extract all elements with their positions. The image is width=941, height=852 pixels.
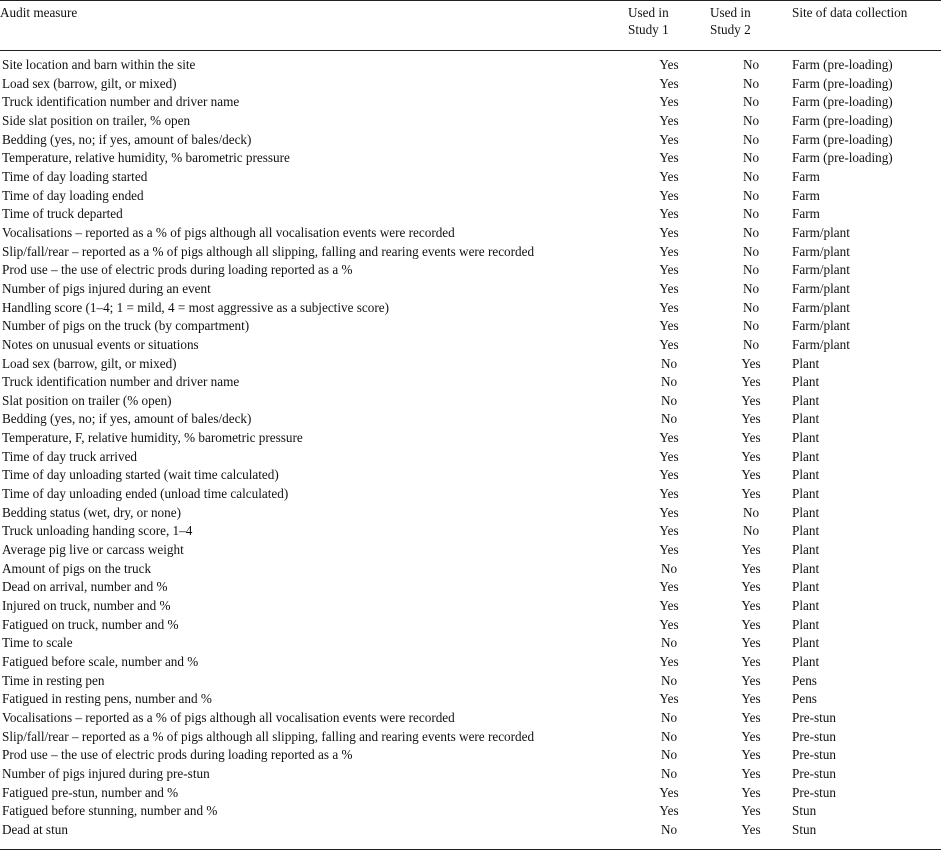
- cell-used-in-study-1: No: [660, 560, 678, 576]
- cell-site: Farm (pre-loading): [792, 112, 893, 128]
- cell-used-in-study-1: No: [660, 672, 678, 688]
- cell-used-in-study-2: No: [742, 75, 760, 91]
- cell-used-in-study-1: Yes: [659, 243, 679, 259]
- cell-site: Plant: [792, 504, 820, 520]
- cell-used-in-study-2: No: [742, 57, 760, 72]
- table-row: [0, 131, 941, 150]
- table-row: [0, 578, 941, 597]
- table-row: [0, 466, 941, 485]
- cell-site: Farm/plant: [792, 280, 850, 296]
- cell-audit-measure: Truck identification number and driver name: [2, 94, 240, 110]
- cell-used-in-study-1: No: [660, 635, 678, 651]
- cell-site: Plant: [792, 654, 820, 669]
- cell-site: Plant: [792, 392, 820, 408]
- cell-used-in-study-1: No: [660, 709, 678, 725]
- cell-audit-measure: Notes on unusual events or situations: [2, 336, 199, 352]
- table-body: [0, 51, 941, 840]
- cell-site: Farm/plant: [792, 299, 850, 315]
- cell-used-in-study-1: Yes: [659, 579, 679, 595]
- table-row: [0, 690, 941, 709]
- cell-site: Plant: [792, 523, 820, 539]
- cell-used-in-study-2: No: [742, 504, 760, 520]
- cell-audit-measure: Truck identification number and driver name: [2, 374, 240, 390]
- cell-audit-measure: Time of day loading ended: [2, 187, 144, 203]
- table-row: [0, 634, 941, 653]
- table-row: [0, 187, 941, 206]
- cell-used-in-study-2: Yes: [741, 430, 761, 446]
- header-study-1: [628, 1, 710, 51]
- cell-used-in-study-1: Yes: [659, 262, 679, 278]
- cell-used-in-study-2: No: [742, 523, 760, 539]
- cell-audit-measure: Site location and barn within the site: [2, 57, 196, 72]
- cell-used-in-study-2: Yes: [741, 672, 761, 688]
- cell-site: Plant: [792, 579, 820, 595]
- cell-used-in-study-1: No: [660, 747, 678, 763]
- table-row: [0, 672, 941, 691]
- table-row: [0, 784, 941, 803]
- cell-used-in-study-1: No: [660, 728, 678, 744]
- cell-audit-measure: Number of pigs injured during pre-stun: [2, 765, 210, 781]
- cell-used-in-study-1: Yes: [659, 336, 679, 352]
- cell-audit-measure: Fatigued on truck, number and %: [2, 616, 179, 632]
- cell-used-in-study-2: Yes: [741, 654, 761, 669]
- cell-site: Farm (pre-loading): [792, 57, 893, 72]
- cell-used-in-study-2: Yes: [741, 486, 761, 502]
- cell-site: Farm/plant: [792, 243, 850, 259]
- cell-used-in-study-2: Yes: [741, 542, 761, 558]
- cell-site: Farm: [792, 187, 820, 203]
- table-header: [0, 1, 941, 51]
- cell-used-in-study-1: Yes: [659, 448, 679, 464]
- table-row: [0, 485, 941, 504]
- cell-audit-measure: Dead on arrival, number and %: [2, 579, 168, 595]
- cell-used-in-study-2: Yes: [741, 467, 761, 483]
- cell-audit-measure: Bedding (yes, no; if yes, amount of bales/deck): [2, 411, 252, 427]
- cell-audit-measure: Amount of pigs on the truck: [2, 560, 152, 576]
- cell-used-in-study-1: Yes: [659, 803, 679, 819]
- cell-used-in-study-2: Yes: [741, 803, 761, 819]
- cell-site: Farm (pre-loading): [792, 131, 893, 147]
- cell-audit-measure: Truck unloading handing score, 1–4: [2, 523, 193, 539]
- cell-used-in-study-2: No: [742, 150, 760, 166]
- cell-used-in-study-2: Yes: [741, 784, 761, 800]
- cell-audit-measure: Time of day unloading ended (unload time calculated): [2, 486, 289, 502]
- cell-audit-measure: Dead at stun: [2, 821, 68, 837]
- cell-audit-measure: Time to scale: [2, 635, 73, 651]
- cell-used-in-study-1: Yes: [659, 75, 679, 91]
- cell-used-in-study-2: No: [742, 299, 760, 315]
- cell-used-in-study-1: No: [660, 821, 678, 837]
- cell-site: Plant: [792, 411, 820, 427]
- cell-used-in-study-2: Yes: [741, 691, 761, 707]
- cell-used-in-study-1: Yes: [659, 504, 679, 520]
- cell-site: Plant: [792, 635, 820, 651]
- table-row: [0, 616, 941, 635]
- cell-used-in-study-1: No: [660, 392, 678, 408]
- cell-audit-measure: Time of day unloading started (wait time calculated): [2, 467, 279, 483]
- table-row: [0, 261, 941, 280]
- table-row: [0, 373, 941, 392]
- cell-audit-measure: Slip/fall/rear – reported as a % of pigs although all slipping, falling and rearing events were recorded: [2, 728, 535, 744]
- table-row: [0, 746, 941, 765]
- cell-used-in-study-1: Yes: [659, 523, 679, 539]
- cell-site: Plant: [792, 374, 820, 390]
- cell-used-in-study-2: Yes: [741, 560, 761, 576]
- cell-used-in-study-2: No: [742, 206, 760, 222]
- cell-used-in-study-2: Yes: [741, 374, 761, 390]
- cell-used-in-study-2: No: [742, 224, 760, 240]
- bottom-rule: [0, 849, 941, 850]
- cell-used-in-study-1: Yes: [659, 131, 679, 147]
- cell-site: Pre-stun: [792, 709, 836, 725]
- cell-used-in-study-1: Yes: [659, 467, 679, 483]
- cell-used-in-study-1: Yes: [659, 112, 679, 128]
- cell-used-in-study-2: Yes: [741, 355, 761, 371]
- cell-used-in-study-2: Yes: [741, 635, 761, 651]
- cell-used-in-study-1: Yes: [659, 94, 679, 110]
- cell-site: Farm/plant: [792, 318, 850, 334]
- cell-used-in-study-2: Yes: [741, 411, 761, 427]
- table-row: [0, 336, 941, 355]
- cell-used-in-study-2: No: [742, 243, 760, 259]
- cell-site: Pens: [792, 691, 817, 707]
- table-row: [0, 224, 941, 243]
- table-row: [0, 168, 941, 187]
- cell-site: Farm (pre-loading): [792, 94, 893, 110]
- cell-used-in-study-1: Yes: [659, 280, 679, 296]
- cell-used-in-study-1: Yes: [659, 616, 679, 632]
- cell-site: Farm: [792, 168, 820, 184]
- table-row: [0, 317, 941, 336]
- cell-used-in-study-1: No: [660, 374, 678, 390]
- table-row: [0, 75, 941, 94]
- cell-used-in-study-1: Yes: [659, 206, 679, 222]
- cell-site: Plant: [792, 486, 820, 502]
- cell-used-in-study-1: Yes: [659, 654, 679, 669]
- cell-used-in-study-2: Yes: [741, 765, 761, 781]
- cell-used-in-study-1: No: [660, 765, 678, 781]
- table-row: [0, 149, 941, 168]
- table-row: [0, 522, 941, 541]
- cell-audit-measure: Load sex (barrow, gilt, or mixed): [2, 75, 177, 91]
- cell-used-in-study-2: No: [742, 262, 760, 278]
- cell-used-in-study-2: Yes: [741, 616, 761, 632]
- cell-site: Farm (pre-loading): [792, 75, 893, 91]
- cell-site: Farm/plant: [792, 336, 850, 352]
- cell-site: Plant: [792, 542, 820, 558]
- cell-audit-measure: Temperature, F, relative humidity, % barometric pressure: [2, 430, 303, 446]
- cell-audit-measure: Time of day truck arrived: [2, 448, 138, 464]
- cell-site: Stun: [792, 803, 817, 819]
- cell-site: Plant: [792, 560, 820, 576]
- header-audit-measure-label: Audit measure: [0, 5, 78, 20]
- cell-site: Plant: [792, 616, 820, 632]
- table-row: [0, 765, 941, 784]
- cell-used-in-study-1: Yes: [659, 318, 679, 334]
- header-study-2: [710, 1, 792, 51]
- cell-used-in-study-2: No: [742, 131, 760, 147]
- header-study-2-line-1: Used in: [710, 5, 751, 20]
- table-row: [0, 709, 941, 728]
- cell-audit-measure: Average pig live or carcass weight: [2, 542, 184, 558]
- cell-audit-measure: Fatigued before stunning, number and %: [2, 803, 218, 819]
- table-row: [0, 541, 941, 560]
- cell-used-in-study-1: Yes: [659, 691, 679, 707]
- cell-audit-measure: Side slat position on trailer, % open: [2, 112, 191, 128]
- cell-audit-measure: Prod use – the use of electric prods during loading reported as a %: [2, 262, 353, 278]
- cell-used-in-study-1: Yes: [659, 168, 679, 184]
- table-row: [0, 280, 941, 299]
- cell-used-in-study-2: No: [742, 94, 760, 110]
- cell-used-in-study-1: Yes: [659, 224, 679, 240]
- cell-used-in-study-2: Yes: [741, 579, 761, 595]
- header-audit-measure: [0, 1, 628, 51]
- cell-used-in-study-2: Yes: [741, 747, 761, 763]
- cell-used-in-study-2: Yes: [741, 728, 761, 744]
- cell-used-in-study-2: No: [742, 280, 760, 296]
- cell-audit-measure: Temperature, relative humidity, % barometric pressure: [2, 150, 290, 166]
- cell-audit-measure: Slat position on trailer (% open): [2, 392, 172, 408]
- cell-audit-measure: Fatigued in resting pens, number and %: [2, 691, 212, 707]
- cell-used-in-study-2: Yes: [741, 821, 761, 837]
- cell-audit-measure: Time of day loading started: [2, 168, 148, 184]
- cell-used-in-study-2: No: [742, 168, 760, 184]
- table-row: [0, 243, 941, 262]
- cell-audit-measure: Bedding status (wet, dry, or none): [2, 504, 181, 520]
- table-row: [0, 205, 941, 224]
- table-row: [0, 429, 941, 448]
- cell-site: Farm/plant: [792, 262, 850, 278]
- table-row: [0, 299, 941, 318]
- cell-audit-measure: Fatigued before scale, number and %: [2, 654, 199, 669]
- cell-used-in-study-2: Yes: [741, 448, 761, 464]
- cell-site: Pre-stun: [792, 765, 836, 781]
- table-row: [0, 392, 941, 411]
- cell-site: Pre-stun: [792, 784, 836, 800]
- cell-used-in-study-2: Yes: [741, 709, 761, 725]
- cell-audit-measure: Bedding (yes, no; if yes, amount of bales/deck): [2, 131, 252, 147]
- table-row: [0, 728, 941, 747]
- table-row: [0, 112, 941, 131]
- table-row: [0, 410, 941, 429]
- cell-used-in-study-1: Yes: [659, 486, 679, 502]
- cell-used-in-study-1: Yes: [659, 430, 679, 446]
- table-row: [0, 802, 941, 821]
- cell-used-in-study-2: No: [742, 187, 760, 203]
- cell-used-in-study-1: Yes: [659, 542, 679, 558]
- table-row: [0, 504, 941, 523]
- header-site-label: Site of data collection: [792, 5, 908, 20]
- table-row: [0, 560, 941, 579]
- cell-site: Pre-stun: [792, 747, 836, 763]
- cell-audit-measure: Vocalisations – reported as a % of pigs although all vocalisation events were recorded: [2, 709, 455, 725]
- cell-site: Pens: [792, 672, 817, 688]
- cell-used-in-study-1: Yes: [659, 57, 679, 72]
- cell-used-in-study-1: No: [660, 355, 678, 371]
- cell-used-in-study-2: No: [742, 318, 760, 334]
- cell-site: Plant: [792, 430, 820, 446]
- cell-used-in-study-1: Yes: [659, 150, 679, 166]
- header-study-1-line-1: Used in: [628, 5, 669, 20]
- cell-used-in-study-2: Yes: [741, 392, 761, 408]
- cell-used-in-study-2: Yes: [741, 598, 761, 614]
- cell-audit-measure: Time in resting pen: [2, 672, 105, 688]
- cell-used-in-study-2: No: [742, 336, 760, 352]
- cell-used-in-study-1: Yes: [659, 299, 679, 315]
- cell-site: Plant: [792, 467, 820, 483]
- cell-audit-measure: Prod use – the use of electric prods during loading reported as a %: [2, 747, 353, 763]
- table-row: [0, 93, 941, 112]
- cell-site: Stun: [792, 821, 817, 837]
- cell-audit-measure: Time of truck departed: [2, 206, 123, 222]
- cell-used-in-study-2: No: [742, 112, 760, 128]
- cell-audit-measure: Number of pigs on the truck (by compartment): [2, 318, 250, 334]
- cell-audit-measure: Vocalisations – reported as a % of pigs although all vocalisation events were recorded: [2, 224, 455, 240]
- cell-site: Pre-stun: [792, 728, 836, 744]
- cell-used-in-study-1: Yes: [659, 187, 679, 203]
- cell-audit-measure: Load sex (barrow, gilt, or mixed): [2, 355, 177, 371]
- table-row: [0, 821, 941, 840]
- table-row: [0, 448, 941, 467]
- cell-site: Farm: [792, 206, 820, 222]
- cell-used-in-study-1: No: [660, 411, 678, 427]
- cell-audit-measure: Slip/fall/rear – reported as a % of pigs although all slipping, falling and rearing events were recorded: [2, 243, 535, 259]
- cell-site: Farm (pre-loading): [792, 150, 893, 166]
- table-row: [0, 355, 941, 374]
- header-site: [792, 1, 941, 51]
- cell-site: Plant: [792, 448, 820, 464]
- cell-audit-measure: Handling score (1–4; 1 = mild, 4 = most aggressive as a subjective score): [2, 299, 389, 315]
- cell-site: Farm/plant: [792, 224, 850, 240]
- cell-audit-measure: Number of pigs injured during an event: [2, 280, 211, 296]
- cell-used-in-study-1: Yes: [659, 598, 679, 614]
- header-study-1-line-2: Study 1: [628, 22, 669, 37]
- cell-site: Plant: [792, 598, 820, 614]
- table-row: [0, 56, 941, 75]
- cell-used-in-study-1: Yes: [659, 784, 679, 800]
- table-row: [0, 597, 941, 616]
- cell-audit-measure: Injured on truck, number and %: [2, 598, 171, 614]
- cell-site: Plant: [792, 355, 820, 371]
- cell-audit-measure: Fatigued pre-stun, number and %: [2, 784, 179, 800]
- table-row: [0, 653, 941, 672]
- header-study-2-line-2: Study 2: [710, 22, 751, 37]
